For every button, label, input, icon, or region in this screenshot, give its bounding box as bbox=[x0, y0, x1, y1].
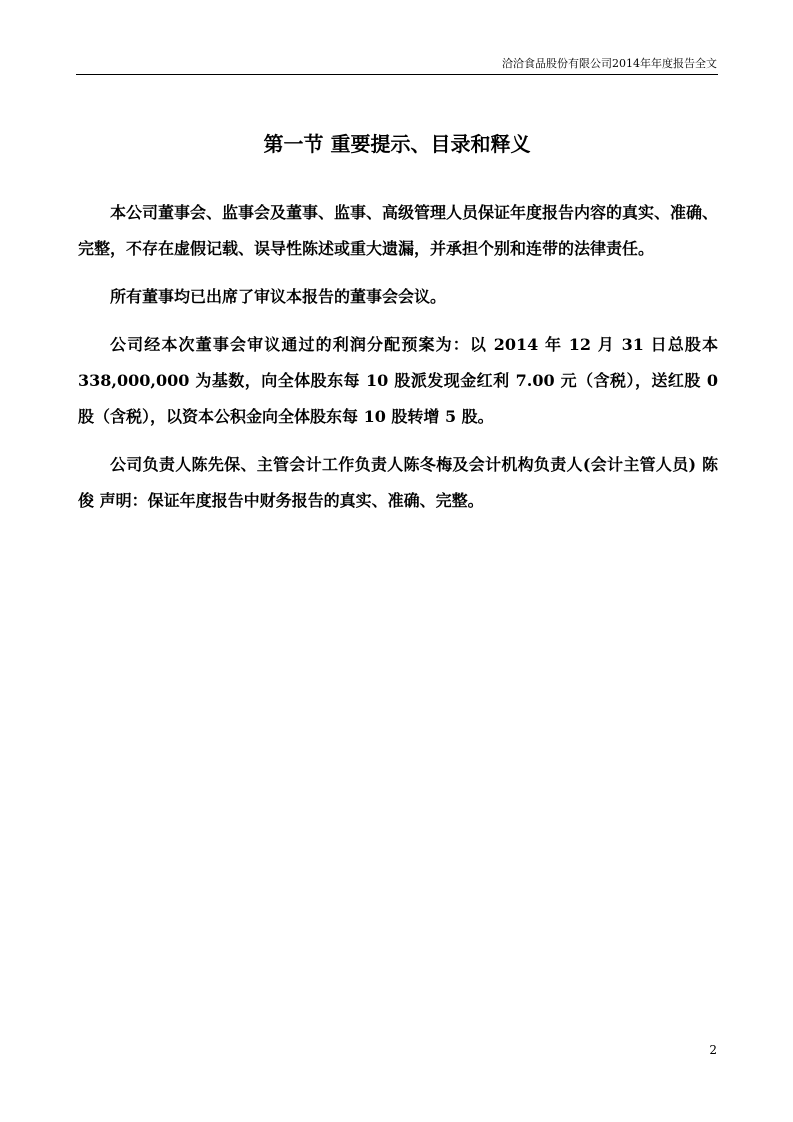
section-title: 第一节 重要提示、目录和释义 bbox=[263, 132, 531, 156]
header-divider bbox=[76, 74, 718, 75]
running-header: 洽洽食品股份有限公司2014年年度报告全文 bbox=[502, 57, 717, 70]
paragraph-board-attendance: 所有董事均已出席了审议本报告的董事会会议。 bbox=[110, 287, 447, 306]
page-number: 2 bbox=[709, 1043, 717, 1057]
paragraph-profit-distribution: 公司经本次董事会审议通过的利润分配预案为：以 2014 年 12 月 31 日总股本 338,000,000 为基数，向全体股东每 10 股派发现金红利 7.00 元（含税），送红股 0 股（含税），以资本公积金向全体股东每 10 股转增 5 股。 bbox=[78, 335, 718, 426]
body-text bbox=[78, 195, 718, 531]
paragraph-responsibility-statement: 本公司董事会、监事会及董事、监事、高级管理人员保证年度报告内容的真实、准确、完整，不存在虚假记载、误导性陈述或重大遗漏，并承担个别和连带的法律责任。 bbox=[78, 203, 719, 258]
paragraph-financial-declaration: 公司负责人陈先保、主管会计工作负责人陈冬梅及会计机构负责人(会计主管人员) 陈俊 声明：保证年度报告中财务报告的真实、准确、完整。 bbox=[78, 455, 718, 510]
